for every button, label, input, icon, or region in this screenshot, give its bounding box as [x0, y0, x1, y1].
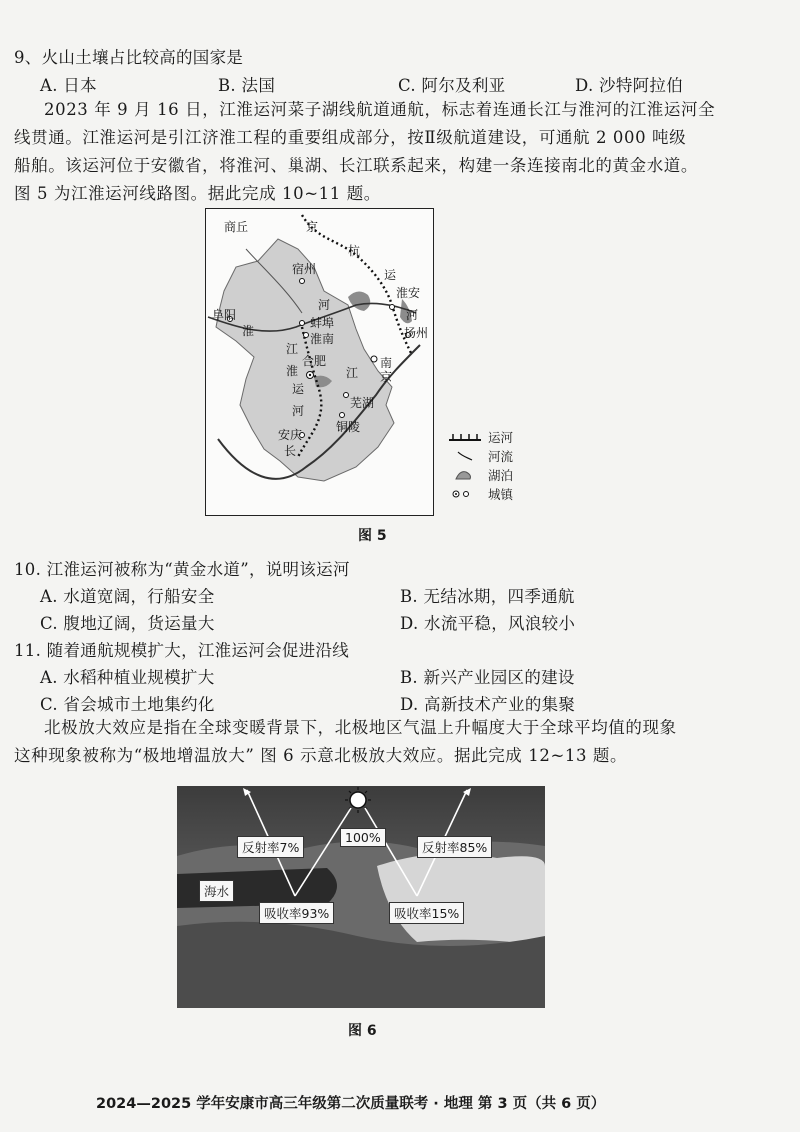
figure6-photo	[177, 786, 545, 1008]
q9-option-d: D. 沙特阿拉伯	[575, 76, 684, 95]
label-he: 河	[318, 298, 331, 312]
q9-stem: 9、火山土壤占比较高的国家是	[14, 48, 244, 67]
legend-canal	[448, 427, 513, 446]
q10-option-d: D. 水流平稳，风浪较小	[400, 614, 576, 633]
label-yun: 运	[384, 268, 397, 282]
label-anqing: 安庆	[278, 428, 303, 442]
town-suzhou	[300, 279, 305, 284]
label-huaian: 淮安	[396, 286, 421, 300]
label-huai-2: 淮	[286, 364, 299, 378]
label-absorb-right: 吸收率15%	[389, 902, 464, 924]
label-bengbu: 蚌埠	[310, 316, 335, 330]
passage2-line-2: 这种现象被称为“极地增温放大” 图 6 示意北极放大效应。据此完成 12~13 题。	[14, 746, 628, 765]
label-incoming: 100%	[340, 828, 386, 847]
label-jiang-2: 江	[346, 366, 359, 380]
lake-symbol-icon	[448, 469, 482, 481]
label-wuhu: 芜湖	[350, 396, 375, 410]
town-huaian	[390, 305, 395, 310]
label-absorb-left: 吸收率93%	[259, 902, 334, 924]
legend-river	[448, 446, 513, 465]
town-hefei-dot	[309, 374, 311, 376]
legend-lake	[448, 465, 513, 484]
label-huainan: 淮南	[310, 332, 335, 346]
label-jiang: 江	[286, 342, 299, 356]
q11-option-b: B. 新兴产业园区的建设	[400, 668, 575, 687]
river-symbol-icon	[448, 451, 482, 461]
q11-option-d: D. 高新技术产业的集聚	[400, 695, 576, 714]
label-yun-2: 运	[292, 382, 305, 396]
label-he-canal: 河	[406, 308, 419, 322]
passage1-line-4: 图 5 为江淮运河线路图。据此完成 10~11 题。	[14, 184, 381, 203]
label-huai: 淮	[242, 324, 255, 338]
town-nanjing	[371, 356, 377, 362]
q10-option-c: C. 腹地辽阔，货运量大	[40, 614, 215, 633]
figure6-caption: 图 6	[348, 1023, 377, 1039]
legend-town-label: 城镇	[488, 486, 514, 502]
canal-route-map	[206, 209, 433, 515]
q10-option-b: B. 无结冰期，四季通航	[400, 587, 575, 606]
figure5-map	[205, 208, 434, 516]
label-seawater: 海水	[199, 880, 234, 902]
legend-lake-label: 湖泊	[488, 467, 514, 483]
q11-option-a: A. 水稻种植业规模扩大	[40, 668, 215, 687]
passage1-line-3: 船舶。该运河位于安徽省，将淮河、巢湖、长江联系起来，构建一条连接南北的黄金水道。	[14, 156, 698, 175]
q11-option-c: C. 省会城市土地集约化	[40, 695, 215, 714]
passage1-line-1: 2023 年 9 月 16 日，江淮运河菜子湖线航道通航，标志着连通长江与淮河的江淮运河全	[44, 100, 716, 119]
label-chang: 长	[284, 444, 297, 458]
label-he-2: 河	[292, 404, 305, 418]
label-shangqiu: 商丘	[224, 220, 249, 234]
town-wuhu	[344, 393, 349, 398]
label-suzhou: 宿州	[292, 262, 317, 276]
passage2-line-1: 北极放大效应是指在全球变暖背景下，北极地区气温上升幅度大于全球平均值的现象	[44, 718, 677, 737]
q9-option-c: C. 阿尔及利亚	[398, 76, 506, 95]
town-huainan	[304, 333, 309, 338]
town-tongling	[340, 413, 345, 418]
q11-stem: 11. 随着通航规模扩大，江淮运河会促进沿线	[14, 641, 350, 660]
label-yangzhou: 扬州	[404, 326, 429, 340]
label-reflect-left: 反射率7%	[237, 836, 304, 858]
label-nanjing-1: 南	[380, 356, 393, 370]
label-tongling: 铜陵	[336, 420, 361, 434]
canal-symbol-icon	[448, 432, 482, 442]
label-fuyang: 阜阳	[212, 308, 237, 322]
town-symbol-icon	[448, 489, 482, 499]
label-reflect-right: 反射率85%	[417, 836, 492, 858]
hongze-lake	[348, 291, 370, 311]
passage1-line-2: 线贯通。江淮运河是引江济淮工程的重要组成部分，按Ⅱ级航道建设，可通航 2 000 吨级	[14, 128, 687, 147]
legend-river-label: 河流	[488, 448, 514, 464]
q10-option-a: A. 水道宽阔，行船安全	[40, 587, 215, 606]
page-footer: 2024—2025 学年安康市高三年级第二次质量联考 · 地理 第 3 页（共 6 页）	[96, 1096, 606, 1112]
figure5-caption: 图 5	[358, 528, 387, 544]
label-hang: 杭	[348, 244, 361, 258]
town-bengbu	[300, 321, 305, 326]
label-jing: 京	[306, 220, 319, 234]
label-nanjing-2: 京	[380, 370, 393, 384]
figure5-legend	[448, 427, 513, 503]
label-hefei: 合肥	[302, 354, 327, 368]
q9-option-a: A. 日本	[40, 76, 97, 95]
legend-town	[448, 484, 513, 503]
q9-option-b: B. 法国	[218, 76, 276, 95]
q10-stem: 10. 江淮运河被称为“黄金水道”，说明该运河	[14, 560, 350, 579]
legend-canal-label: 运河	[488, 429, 514, 445]
